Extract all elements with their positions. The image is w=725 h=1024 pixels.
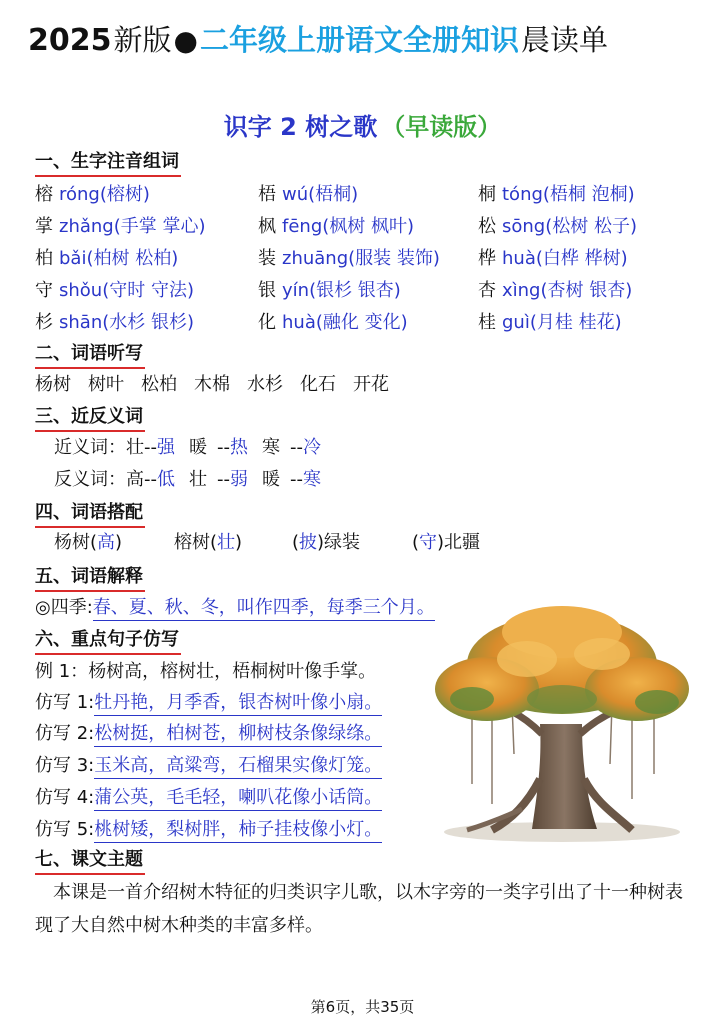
imitation-sentence [35,783,382,809]
antonym-row [54,465,321,491]
dictation-word: 松柏 [141,374,177,395]
char: 松 [478,216,496,237]
char-entry [35,212,206,238]
header-main-title: 二年级上册语文全册知识 [199,23,519,57]
char: 化 [258,312,276,333]
char: 枫 [258,216,276,237]
collocation-pre: 榕树( [174,532,218,553]
imitation-sentence [35,815,382,841]
lesson-title [0,107,725,142]
char-entry [478,180,635,206]
words: (月桂 桂花) [529,312,622,333]
pinyin: tóng [502,184,543,205]
pinyin: huà [282,312,316,333]
char-entry [478,212,637,238]
pinyin: zhuāng [282,248,349,269]
header-tail: 晨读单 [520,23,608,57]
section-heading-4: 四、词语搭配 [35,498,143,524]
words: (融化 变化) [315,312,408,333]
synonym-label: 近义词： [54,437,126,458]
words: (水杉 银杉) [102,312,195,333]
imitation-label: 仿写 3: [35,755,95,776]
char-entry [35,244,178,270]
collocation-item [412,528,480,554]
pair-a: 壮 [189,469,207,490]
synonym-row [54,433,321,459]
dictation-word: 水杉 [247,374,283,395]
char-entry [478,308,622,334]
collocation-item [292,528,360,554]
explanation-text: 春、夏、秋、冬，叫作四季，每季三个月。 [93,597,435,621]
words: (梧桐 泡桐) [542,184,635,205]
char: 桐 [478,184,496,205]
header-edition: 新版 [113,23,172,57]
imitation-text: 蒲公英，毛毛轻，喇叭花像小话筒。 [94,787,382,811]
words: (榕树) [99,184,150,205]
dictation-word: 开花 [353,374,389,395]
section-heading-5: 五、词语解释 [35,562,143,588]
collocation-pre: ( [292,532,300,553]
lesson-title-sub: （早读版） [381,113,502,141]
imitation-sentence [35,688,382,714]
pinyin: fēng [282,216,323,237]
pair-b: 热 [230,437,248,458]
imitation-label: 仿写 1: [35,692,95,713]
char: 桦 [478,248,496,269]
words: (手掌 掌心) [113,216,206,237]
dash: -- [290,437,303,458]
char: 杏 [478,280,496,301]
dash: -- [144,437,157,458]
collocation-answer: 守 [419,532,438,553]
char: 柏 [35,248,53,269]
imitation-label: 仿写 5: [35,819,95,840]
collocation-post: ) [115,532,123,553]
pinyin: guì [502,312,530,333]
char-entry [258,308,408,334]
imitation-text: 牡丹艳，月季香，银杏树叶像小扇。 [94,692,382,716]
imitation-label: 仿写 2: [35,723,95,744]
pair-a: 高 [126,469,144,490]
imitation-sentence [35,751,382,777]
pair-b: 强 [157,437,175,458]
words: (银杉 银杏) [309,280,401,301]
char-entry [258,212,414,238]
char-entry [35,276,194,302]
char: 银 [258,280,276,301]
example-text: 杨树高，榕树壮，梧桐树叶像手掌。 [88,661,377,682]
word-explanation [35,593,435,619]
pair-a: 壮 [126,437,144,458]
example-sentence [35,657,376,683]
antonym-label: 反义词： [54,469,126,490]
pinyin: yín [282,280,310,301]
pinyin: bǎi [59,248,87,269]
header-dot: ● [173,24,198,57]
collocation-post: ) [235,532,243,553]
pinyin: shǒu [59,280,103,301]
imitation-label: 仿写 4: [35,787,95,808]
char: 守 [35,280,53,301]
collocation-pre: ( [412,532,420,553]
pair-b: 冷 [303,437,321,458]
dictation-word: 木棉 [194,374,230,395]
pair-b: 寒 [303,469,321,490]
page-header [28,18,608,64]
lesson-title-main: 识字 2 树之歌 [223,113,378,141]
imitation-text: 松树挺，柏树苍，柳树枝条像绿绦。 [94,723,382,747]
pair-a: 暖 [189,437,207,458]
words: (松树 松子) [545,216,638,237]
pair-b: 低 [157,469,175,490]
section-heading-1: 一、生字注音组词 [35,147,179,173]
char: 掌 [35,216,53,237]
tree-illustration [432,604,694,844]
collocation-item [54,528,122,554]
imitation-text: 桃树矮，梨树胖，柿子挂枝像小灯。 [94,819,382,843]
pinyin: sōng [502,216,546,237]
pair-a: 寒 [262,437,280,458]
lesson-theme-text: 本课是一首介绍树木特征的归类识字儿歌，以木字旁的一类字引出了十一种树表现了大自然中树木种类的丰富多样。 [35,882,683,936]
char: 榕 [35,184,53,205]
pinyin: zhǎng [59,216,114,237]
pinyin: shān [59,312,103,333]
dash: -- [217,437,230,458]
char: 杉 [35,312,53,333]
words: (白桦 桦树) [535,248,628,269]
char-entry [478,244,628,270]
char-entry [258,180,358,206]
words: (枫树 枫叶) [322,216,415,237]
char: 梧 [258,184,276,205]
words: (守时 守法) [102,280,194,301]
page-number: 第6页，共35页 [310,998,415,1016]
example-label: 例 1： [35,661,89,682]
collocation-post: )绿装 [317,532,361,553]
collocation-answer: 披 [299,532,318,553]
collocation-item [174,528,242,554]
dash: -- [144,469,157,490]
pinyin: wú [282,184,309,205]
dictation-word: 树叶 [88,374,124,395]
char: 装 [258,248,276,269]
char-entry [478,276,632,302]
pinyin: róng [59,184,100,205]
imitation-sentence [35,719,382,745]
words: (服装 装饰) [348,248,440,269]
pair-b: 弱 [230,469,248,490]
dash: -- [290,469,303,490]
collocation-post: )北疆 [437,532,481,553]
collocation-answer: 壮 [217,532,236,553]
pinyin: huà [502,248,536,269]
words: (梧桐) [308,184,359,205]
dictation-word: 杨树 [35,374,71,395]
pair-a: 暖 [262,469,280,490]
char-entry [258,244,440,270]
imitation-text: 玉米高，高粱弯，石榴果实像灯笼。 [94,755,382,779]
explanation-prefix: ◎四季: [35,597,93,618]
char-entry [35,308,194,334]
words: (杏树 银杏) [540,280,633,301]
dictation-word: 化石 [300,374,336,395]
collocation-answer: 高 [97,532,116,553]
section-heading-7: 七、课文主题 [35,845,143,871]
char-entry [35,180,150,206]
section-heading-2: 二、词语听写 [35,339,143,365]
section-heading-3: 三、近反义词 [35,402,143,428]
pinyin: xìng [502,280,541,301]
char: 桂 [478,312,496,333]
collocation-pre: 杨树( [54,532,98,553]
words: (柏树 松柏) [86,248,179,269]
dictation-word-list [35,370,406,396]
char-entry [258,276,401,302]
section-heading-6: 六、重点句子仿写 [35,625,179,651]
dash: -- [217,469,230,490]
header-year: 2025 [28,23,112,58]
